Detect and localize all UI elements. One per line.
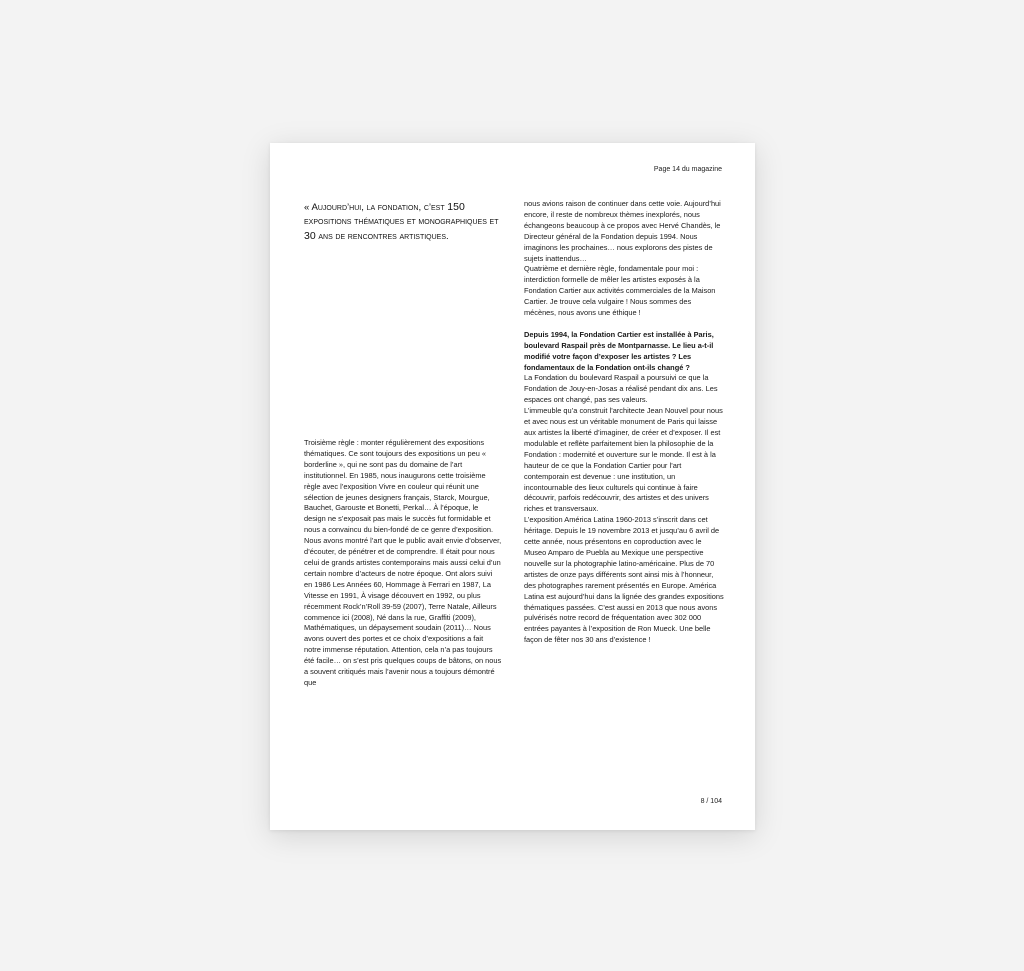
paragraph-third-rule: Troisième règle : monter régulièrement des expositions thématiques. Ce sont toujours des expositions un peu « borderline », qui ne sont pas du domaine de l’art institutionnel. En 1985, nous inaugurons cette troisième règle avec l’exposition Vivre en couleur qui réunit une sélection de jeunes designers français, Starck, Mourgue, Bauchet, Garouste et Bonetti, Perkal… À l’époque, le design ne s’exposait pas mais le succès fut formidable et nous a convaincu du bien-fondé de ce genre d’exposition. Nous avons montré l’art que le public avait envie d’observer, d’écouter, de pénétrer et de comprendre. Il était pour nous celui de grands artistes contemporains mais aussi celui d’un certain nombre d’acteurs de notre époque. Ont alors suivi en 1986 Les Années 60, Hommage à Ferrari en 1987, La Vitesse en 1991, À visage découvert en 1992, ou plus récemment Rock’n’Roll 39-59 (2007), Terre Natale, Ailleurs commence ici (2008), Né dans la rue, Graffiti (2009), Mathématiques, un dépaysement soudain (2011)… Nous avons ouvert des portes et ce choix d’expositions a fait notre immense réputation. Attention, cela n’a pas toujours été facile… on s’est pris quelques coups de bâtons, on nous a souvent critiqués mais l’avenir nous a toujours démontré que [304,438,502,687]
paragraph-america-latina: L’exposition América Latina 1960-2013 s’inscrit dans cet héritage. Depuis le 19 novembre 2013 et jusqu’au 6 avril de cette année, nous présentons en coproduction avec le Museo Amparo de Puebla au Mexique une perspective nouvelle sur la photographie latino-américaine. Plus de 70 artistes de onze pays différents sont ainsi mis à l’honneur, des photographes rarement présentés en Europe. América Latina est aujourd’hui dans la lignée des grandes expositions thématiques passées. C’est aussi en 2013 que nous avons pulvérisés notre record de fréquentation avec 302 000 entrées payantes à l’exposition de Ron Mueck. Une belle façon de fêter nos 30 ans d’existence ! [524,515,724,645]
paragraph-raspail: La Fondation du boulevard Raspail a poursuivi ce que la Fondation de Jouy-en-Josas a réalisé pendant dix ans. Les espaces ont changé, pas ses valeurs. [524,373,718,405]
right-column [524,199,724,646]
interview-question: Depuis 1994, la Fondation Cartier est installée à Paris, boulevard Raspail près de Montparnasse. Le lieu a-t-il modifié votre façon d’exposer les artistes ? Les fondamentaux de la Fondation ont-ils changé ? [524,329,714,372]
left-column [304,438,502,689]
page-indicator: 8 / 104 [700,798,722,805]
pull-quote: « Aujourd’hui, la fondation, c’est 150 expositions thématiques et monographiques et 30 ans de rencontres artistiques. [304,201,499,242]
paragraph-fourth-rule: Quatrième et dernière règle, fondamentale pour moi : interdiction formelle de mêler les artistes exposés à la Fondation Cartier aux activités commerciales de la Maison Cartier. Je trouve cela vulgaire ! Nous sommes des mécènes, nous avons une éthique ! [524,264,716,318]
magazine-page-note: Page 14 du magazine [653,166,722,173]
paragraph-continuation: nous avions raison de continuer dans cette voie. Aujourd’hui encore, il reste de nombreux thèmes inexplorés, nous échangeons beaucoup à ce propos avec Hervé Chandès, le Directeur général de la Fondation depuis 1994. Nous imaginons les prochaines… nous explorons des pistes de sujets inattendus… [524,199,721,263]
paragraph-spacer [524,319,724,330]
document-page [270,143,755,830]
paragraph-jean-nouvel: L’immeuble qu’a construit l’architecte Jean Nouvel pour nous et avec nous est un véritable monument de Paris qui laisse aux artistes la liberté d’imaginer, de créer et d’exposer. Il est modulable et reflète parfaitement bien la philosophie de la Fondation : modernité et ouverture sur le monde. Il est à la hauteur de ce que la Fondation Cartier pour l’art contemporain est devenue : une institution, un incontournable des lieux culturels qui continue à faire découvrir, parfois redécouvrir, des artistes et des univers riches et transversaux. [524,406,723,514]
